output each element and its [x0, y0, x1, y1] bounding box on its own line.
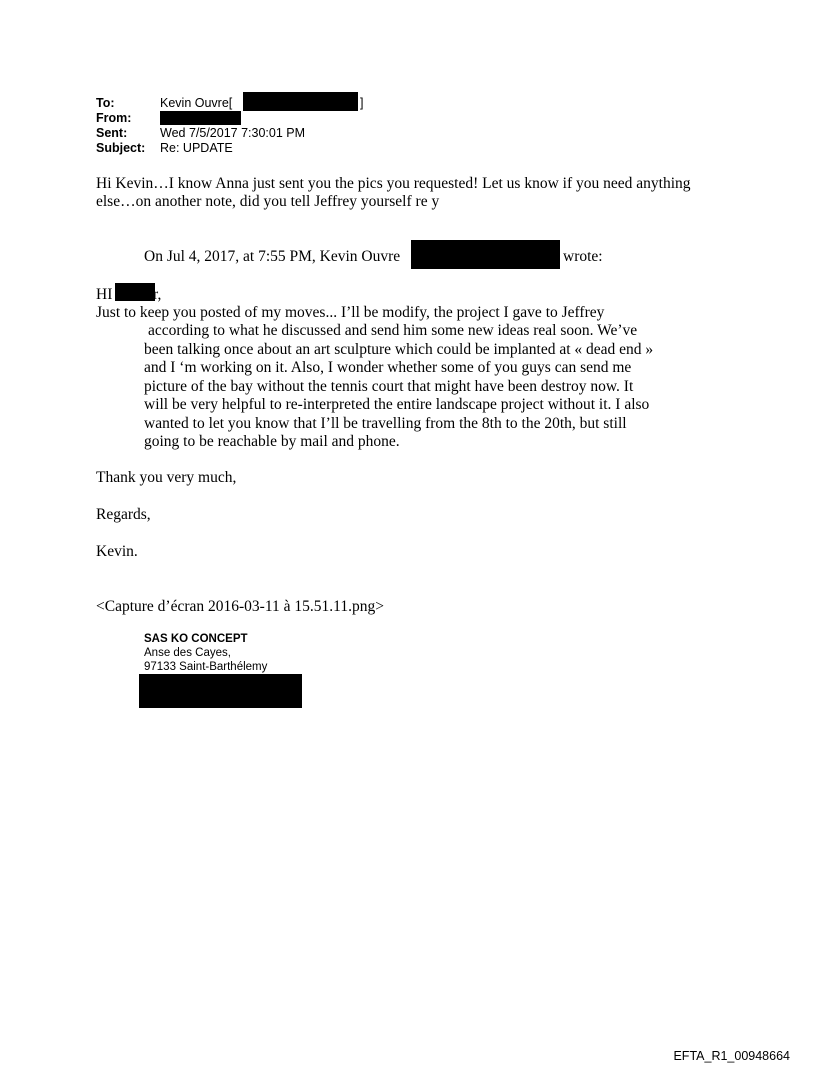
sent-label: Sent: [96, 126, 128, 140]
redaction-to-address [243, 92, 358, 111]
closing-thanks: Thank you very much, [96, 469, 237, 486]
redaction-from-address [160, 111, 241, 125]
to-label: To: [96, 96, 115, 110]
redaction-greeting-name [115, 283, 155, 301]
to-bracket-close: ] [360, 96, 364, 110]
quoted-intro-end: wrote: [563, 248, 603, 265]
quoted-body-line-4: and I ‘m working on it. Also, I wonder whether some of you guys can send me [144, 359, 632, 376]
signature-address-1: Anse des Cayes, [144, 647, 231, 659]
closing-regards: Regards, [96, 506, 151, 523]
quoted-body-line-6: will be very helpful to re-interpreted the entire landscape project without it. I also [144, 396, 650, 413]
from-label: From: [96, 111, 132, 125]
subject-label: Subject: [96, 141, 146, 155]
signature-address-2: 97133 Saint-Barthélemy [144, 661, 268, 673]
quoted-body-line-8: going to be reachable by mail and phone. [144, 433, 400, 450]
reply-line-2: else…on another note, did you tell Jeffrey yourself re y [96, 193, 440, 210]
greeting-start: HI [96, 286, 113, 303]
redaction-quoted-email [411, 240, 560, 269]
signature-company: SAS KO CONCEPT [144, 633, 248, 645]
redaction-signature-contact [139, 674, 302, 708]
quoted-body-line-2: according to what he discussed and send him some new ideas real soon. We’ve [148, 322, 638, 339]
quoted-body-line-5: picture of the bay without the tennis court that might have been destroy now. It [144, 378, 634, 395]
quoted-body-line-1: Just to keep you posted of my moves... I’ll be modify, the project I gave to Jeffrey [96, 304, 605, 321]
sent-value: Wed 7/5/2017 7:30:01 PM [160, 126, 306, 140]
closing-name: Kevin. [96, 543, 138, 560]
quoted-body-line-7: wanted to let you know that I’ll be travelling from the 8th to the 20th, but still [144, 415, 627, 432]
to-value: Kevin Ouvre[ [160, 96, 233, 110]
document-id: EFTA_R1_00948664 [673, 1049, 790, 1063]
greeting-end: r, [153, 286, 162, 303]
reply-line-1: Hi Kevin…I know Anna just sent you the pics you requested! Let us know if you need anything [96, 175, 691, 192]
quoted-intro: On Jul 4, 2017, at 7:55 PM, Kevin Ouvre [144, 248, 401, 265]
attachment-reference: <Capture d’écran 2016-03-11 à 15.51.11.png> [96, 598, 384, 615]
quoted-body-line-3: been talking once about an art sculpture which could be implanted at « dead end » [144, 341, 654, 358]
subject-value: Re: UPDATE [160, 141, 233, 155]
